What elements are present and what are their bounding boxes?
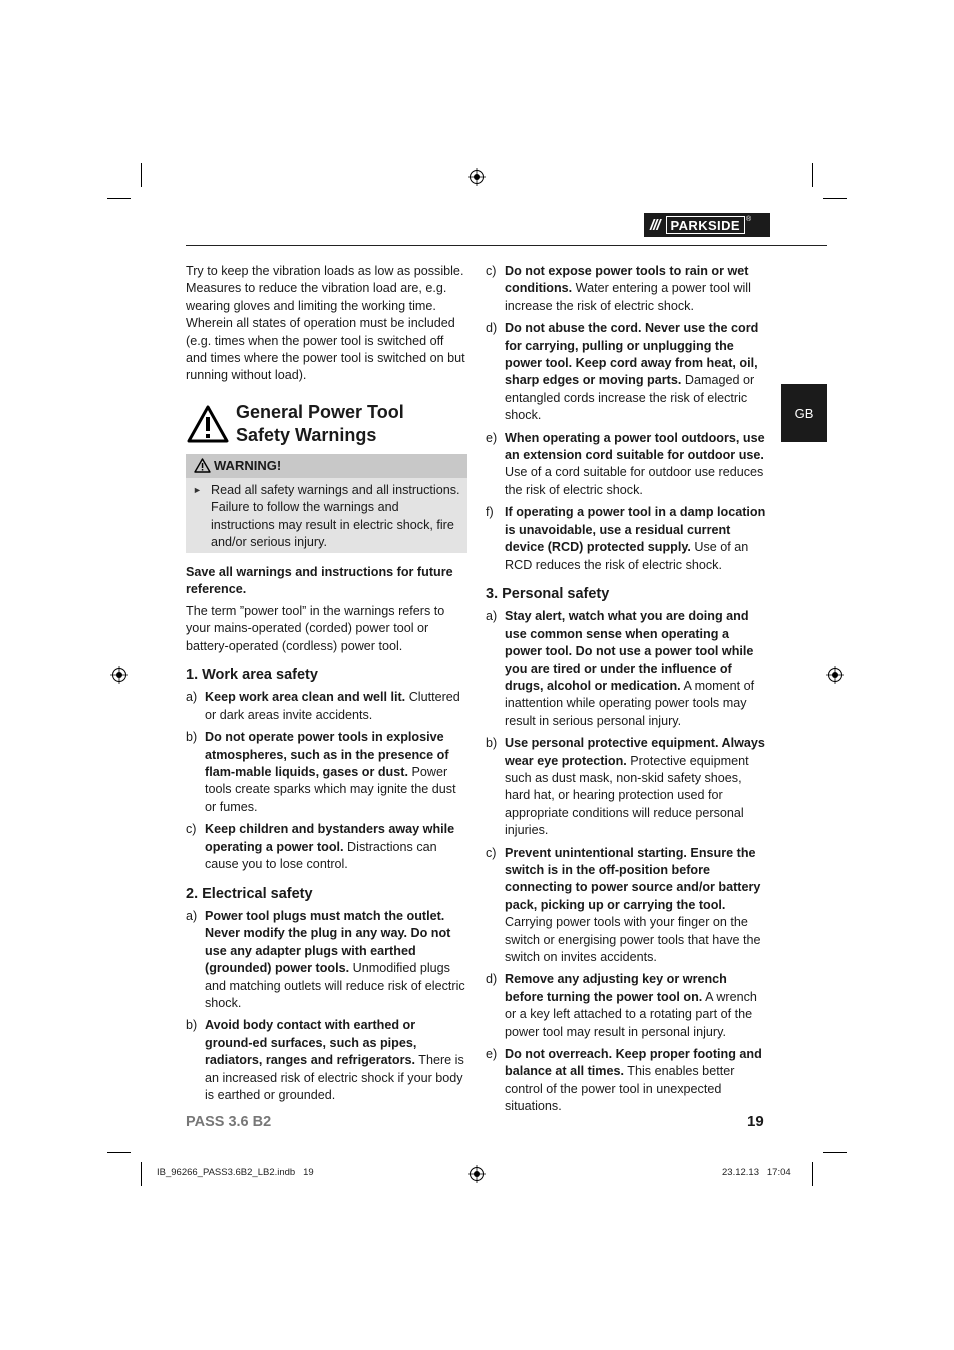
item-label: c) bbox=[486, 845, 497, 860]
logo-registered-mark: ® bbox=[745, 216, 752, 223]
electrical-heading: 2. Electrical safety bbox=[186, 885, 313, 902]
item-label: b) bbox=[486, 736, 498, 751]
list-item bbox=[186, 729, 466, 816]
item-label: a) bbox=[186, 908, 198, 923]
item-text: There is an increased risk of electric shock if your body is earthed or grounded. bbox=[205, 1053, 464, 1102]
item-bold: Prevent unintentional starting. Ensure the switch is in the off-position before connecting to power source and/or battery pack, picking up or carrying the tool. bbox=[505, 845, 761, 912]
warning-bold: Read all safety warnings and all instructions. bbox=[211, 483, 460, 497]
item-bold: If operating a power tool in a damp location is unavoidable, use a residual current device (RCD) protected supply. bbox=[505, 505, 766, 555]
work-area-heading: 1. Work area safety bbox=[186, 667, 318, 684]
warning-small-icon bbox=[194, 458, 211, 473]
registration-mark-icon bbox=[826, 666, 844, 684]
logo-slashes: /// bbox=[650, 216, 660, 234]
personal-heading: 3. Personal safety bbox=[486, 585, 610, 602]
item-bold: Use personal protective equipment. Always wear eye protection. bbox=[505, 736, 765, 768]
item-text: Distractions can cause you to lose control. bbox=[205, 839, 437, 872]
registration-mark-icon bbox=[468, 1165, 486, 1183]
item-text: Unmodified plugs and matching outlets will reduce risk of electric shock. bbox=[205, 961, 465, 1010]
item-text: Protective equipment such as dust mask, non-skid safety shoes, hard hat, or hearing protection used for appropriate conditions will reduce personal injuries. bbox=[505, 753, 749, 838]
left-column bbox=[186, 263, 466, 385]
logo-text: PARKSIDE bbox=[670, 217, 740, 233]
list-item bbox=[486, 608, 768, 730]
crop-mark bbox=[823, 1152, 847, 1153]
warning-triangle-icon bbox=[186, 404, 230, 444]
slug-date: 23.12.13 17:04 bbox=[722, 1167, 791, 1178]
footer-model: PASS 3.6 B2 bbox=[186, 1114, 272, 1130]
item-bold: Avoid body contact with earthed or ground-ed surfaces, such as pipes, radiators, ranges and refrigerators. bbox=[205, 1018, 417, 1068]
save-note: Save all warnings and instructions for future reference. bbox=[186, 565, 453, 597]
list-item bbox=[486, 845, 768, 967]
list-item bbox=[186, 689, 466, 724]
item-bold: Keep children and bystanders away while operating a power tool. bbox=[205, 822, 455, 854]
list-item bbox=[486, 1046, 768, 1116]
header-rule bbox=[186, 245, 827, 246]
item-label: f) bbox=[486, 505, 494, 520]
item-bold: When operating a power tool outdoors, use an extension cord suitable for outdoor use. bbox=[505, 430, 765, 463]
item-text: A moment of inattention while operating power tools may result in serious personal injury. bbox=[505, 678, 755, 728]
registration-mark-icon bbox=[110, 666, 128, 684]
item-text: Carrying power tools with your finger on the switch or energising power tools that have the switch on invites accidents. bbox=[505, 915, 761, 965]
item-text: This enables better control of the power tool in unexpected situations. bbox=[505, 1064, 735, 1114]
item-label: d) bbox=[486, 972, 498, 987]
list-item bbox=[486, 430, 768, 500]
parkside-logo bbox=[644, 213, 770, 237]
item-label: b) bbox=[186, 1018, 198, 1033]
warning-body: Failure to follow the warnings and instructions may result in electric shock, fire and/or serious injury. bbox=[211, 500, 454, 550]
crop-mark bbox=[141, 1162, 142, 1186]
item-text: Power tools create sparks which may ignite the dust or fumes. bbox=[205, 765, 456, 814]
item-bold: Do not operate power tools in explosive atmospheres, such as in the presence of flam-mable liquids, gases or dust. bbox=[205, 730, 449, 780]
list-item bbox=[186, 1017, 466, 1104]
item-label: e) bbox=[486, 430, 498, 445]
warning-label: WARNING! bbox=[214, 458, 282, 473]
page-number: 19 bbox=[747, 1113, 764, 1130]
list-item bbox=[486, 320, 768, 424]
left-column-lower bbox=[186, 564, 466, 1109]
language-tab: GB bbox=[781, 384, 827, 442]
arrow-bullet-icon: ► bbox=[193, 485, 202, 495]
crop-mark bbox=[823, 198, 847, 199]
right-column bbox=[486, 263, 768, 1121]
item-label: e) bbox=[486, 1047, 498, 1062]
item-text: Use of an RCD reduces the risk of electric shock. bbox=[505, 540, 749, 572]
list-item bbox=[486, 504, 768, 574]
item-label: c) bbox=[186, 822, 197, 837]
crop-mark bbox=[812, 163, 813, 187]
list-item bbox=[186, 821, 466, 873]
item-bold: Power tool plugs must match the outlet. Never modify the plug in any way. Do not use any adapter plugs with earthed (grounded) power tools. bbox=[205, 908, 451, 976]
item-label: c) bbox=[486, 264, 497, 278]
list-item bbox=[486, 735, 768, 839]
list-item bbox=[486, 263, 768, 315]
crop-mark bbox=[107, 198, 131, 199]
slug-file: IB_96266_PASS3.6B2_LB2.indb 19 bbox=[157, 1167, 314, 1178]
list-item bbox=[486, 971, 768, 1041]
intro-paragraph: Try to keep the vibration loads as low as possible. Measures to reduce the vibration load are, e.g. wearing gloves and limiting the working time. Wherein all states of operation must be included (e.g. times when the power tool is switched off and times where the power tool is switched on but running without load). bbox=[186, 264, 465, 383]
item-bold: Do not expose power tools to rain or wet conditions. bbox=[505, 264, 749, 296]
crop-mark bbox=[141, 163, 142, 187]
item-text: Use of a cord suitable for outdoor use reduces the risk of electric shock. bbox=[505, 465, 764, 497]
item-label: d) bbox=[486, 321, 498, 336]
term-note: The term ”power tool” in the warnings refers to your mains-operated (corded) power tool or battery-operated (cordless) power tool. bbox=[186, 603, 445, 653]
item-label: b) bbox=[186, 730, 198, 745]
item-text: Cluttered or dark areas invite accidents. bbox=[205, 690, 460, 722]
warning-text bbox=[211, 482, 463, 552]
crop-mark bbox=[812, 1162, 813, 1186]
item-bold: Stay alert, watch what you are doing and use common sense when operating a power tool. Do not use a power tool while you are tired or under the influence of drugs, alcohol or medication. bbox=[505, 609, 754, 693]
registration-mark-icon bbox=[468, 168, 486, 186]
crop-mark bbox=[107, 1152, 131, 1153]
item-bold: Remove any adjusting key or wrench before turning the power tool on. bbox=[505, 972, 727, 1004]
item-bold: Do not abuse the cord. Never use the cord for carrying, pulling or unplugging the power tool. Keep cord away from heat, oil, sharp edges or moving parts. bbox=[505, 321, 759, 388]
logo-brand-box bbox=[666, 216, 745, 234]
item-text: A wrench or a key left attached to a rotating part of the power tool may result in personal injury. bbox=[505, 989, 757, 1039]
item-bold: Keep work area clean and well lit. bbox=[205, 690, 406, 705]
item-text: Water entering a power tool will increase the risk of electric shock. bbox=[505, 281, 751, 313]
list-item bbox=[186, 908, 466, 1012]
section-heading: General Power Tool Safety Warnings bbox=[236, 402, 404, 445]
item-label: a) bbox=[186, 690, 198, 705]
item-text: Damaged or entangled cords increase the risk of electric shock. bbox=[505, 373, 755, 423]
item-bold: Do not overreach. Keep proper footing and balance at all times. bbox=[505, 1047, 762, 1079]
warning-box bbox=[186, 454, 467, 553]
item-label: a) bbox=[486, 609, 498, 624]
